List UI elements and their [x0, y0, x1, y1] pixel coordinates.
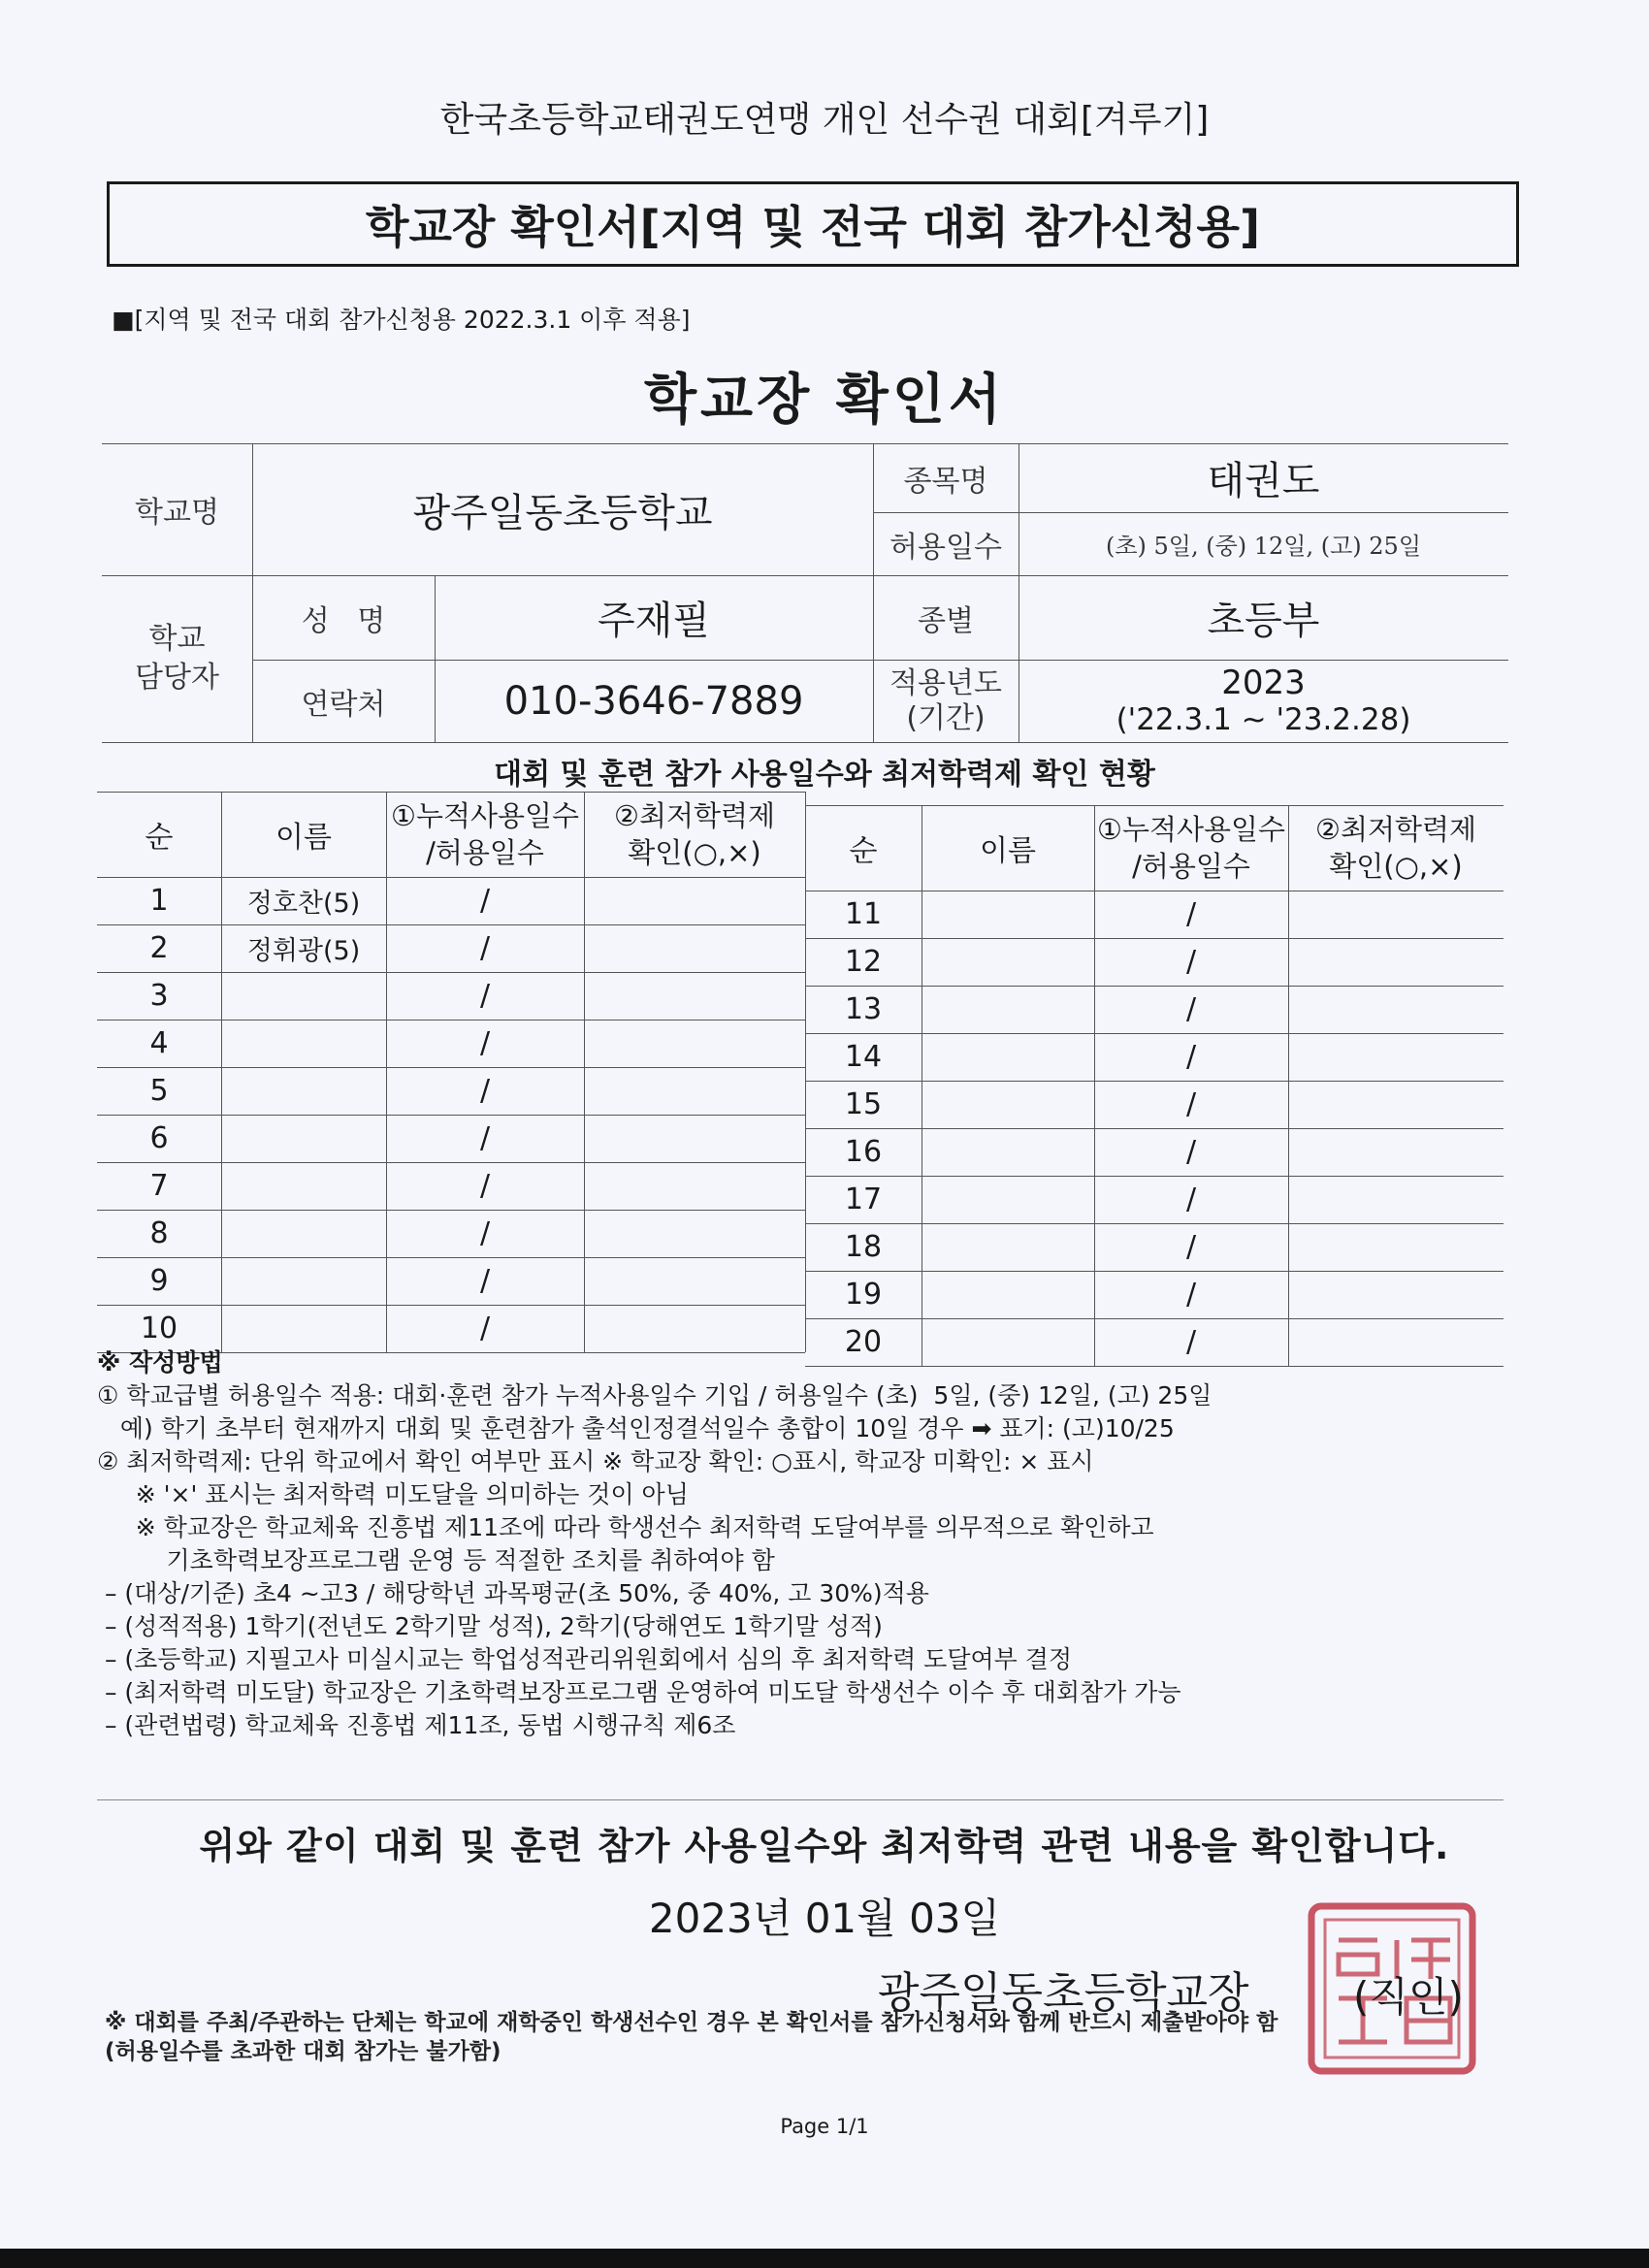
instruction-line: – (초등학교) 지필고사 미실시교는 학업성적관리위원회에서 심의 후 최저학력 도달여부 결정	[97, 1645, 1073, 1673]
player-name: 정호찬(5)	[246, 889, 361, 919]
school-name-label: 학교명	[135, 496, 219, 530]
days-used-slash: /	[479, 884, 491, 918]
days-used-slash: /	[1185, 1135, 1197, 1169]
instructions-heading: ※ 작성방법	[97, 1348, 223, 1377]
category-value: 초등부	[1207, 599, 1320, 643]
roster-col-days-left: ①누적사용일수 /허용일수	[390, 799, 580, 869]
days-used-slash: /	[479, 1121, 491, 1155]
min-academic-check	[1288, 1033, 1504, 1081]
player-name	[922, 938, 1094, 986]
school-manager-label: 학교 담당자	[135, 622, 219, 695]
seal-label: (직인)	[1353, 1973, 1464, 2021]
player-name	[922, 1033, 1094, 1081]
allowed-days-label: 허용일수	[889, 530, 1002, 565]
days-used-slash: /	[479, 1026, 491, 1060]
min-academic-check	[584, 1162, 805, 1210]
days-used-slash: /	[479, 979, 491, 1013]
min-academic-check	[584, 1257, 805, 1305]
row-number: 5	[149, 1074, 169, 1108]
min-academic-check	[584, 1067, 805, 1115]
min-academic-check	[584, 1020, 805, 1067]
player-name	[221, 1115, 386, 1162]
days-used-slash: /	[1185, 1087, 1197, 1121]
min-academic-check	[1288, 986, 1504, 1033]
row-number: 15	[844, 1087, 883, 1121]
manager-name-value: 주재필	[598, 599, 710, 643]
min-academic-check	[584, 1115, 805, 1162]
days-used-slash: /	[1185, 1183, 1197, 1216]
player-name	[922, 986, 1094, 1033]
instruction-line: 기초학력보장프로그램 운영 등 적절한 조치를 취하여야 함	[97, 1546, 775, 1574]
min-academic-check	[1288, 1271, 1504, 1318]
instruction-line: ※ 학교장은 학교체육 진흥법 제11조에 따라 학생선수 최저학력 도달여부를 의무적으로 확인하고	[97, 1513, 1154, 1541]
instruction-line: 예) 학기 초부터 현재까지 대회 및 훈련참가 출석인정결석일수 총합이 10일 경우 ➡ 표기: (고)10/25	[97, 1414, 1175, 1442]
form-title-box	[107, 181, 1519, 267]
instruction-line: – (성적적용) 1학기(전년도 2학기말 성적), 2학기(당해연도 1학기말 성적)	[97, 1612, 883, 1640]
contact-value: 010-3646-7889	[503, 678, 804, 724]
days-used-slash: /	[1185, 992, 1197, 1026]
row-number: 16	[844, 1135, 883, 1169]
row-number: 18	[844, 1230, 883, 1264]
event-name-value: 태권도	[1207, 459, 1320, 503]
row-number: 19	[844, 1278, 883, 1312]
min-academic-check	[584, 924, 805, 972]
row-number: 4	[149, 1026, 169, 1060]
min-academic-check	[584, 1210, 805, 1257]
application-year-label: 적용년도 (기간)	[889, 665, 1002, 735]
player-name	[922, 1081, 1094, 1128]
scan-edge	[0, 2249, 1649, 2268]
days-used-slash: /	[1185, 1325, 1197, 1359]
allowed-days-value: (초) 5일, (중) 12일, (고) 25일	[1105, 533, 1422, 560]
roster-col-min-right: ②최저학력제 확인(○,×)	[1314, 813, 1477, 883]
days-used-slash: /	[1185, 1230, 1197, 1264]
min-academic-check	[584, 877, 805, 924]
roster-col-name-right: 이름	[980, 834, 1036, 868]
manager-name-label: 성 명	[301, 603, 386, 638]
player-name	[221, 1305, 386, 1352]
player-name	[922, 1176, 1094, 1223]
row-number: 6	[149, 1121, 169, 1155]
row-number: 1	[149, 884, 169, 918]
application-year-value: 2023 ('22.3.1 ~ '23.2.28)	[1116, 663, 1411, 737]
player-name: 정휘광(5)	[246, 936, 361, 966]
player-name	[221, 1257, 386, 1305]
min-academic-check	[584, 1305, 805, 1352]
instructions	[97, 1346, 1533, 1742]
player-name	[922, 1271, 1094, 1318]
row-number: 17	[844, 1183, 883, 1216]
player-name	[221, 1162, 386, 1210]
days-used-slash: /	[479, 1264, 491, 1298]
roster-col-no-right: 순	[849, 834, 878, 868]
row-number: 2	[149, 931, 169, 965]
footnote: ※ 대회를 주최/주관하는 단체는 학교에 재학중인 학생선수인 경우 본 확인서를 참가신청서와 함께 반드시 제출받아야 함 (허용일수를 초과한 대회 참가는 불가함)	[105, 2010, 1278, 2064]
category-label: 종별	[918, 603, 974, 638]
row-number: 13	[844, 992, 883, 1026]
row-number: 11	[844, 897, 883, 931]
roster-col-days-right: ①누적사용일수 /허용일수	[1096, 813, 1286, 883]
player-name	[221, 972, 386, 1020]
row-number: 7	[149, 1169, 169, 1203]
instruction-line: – (최저학력 미도달) 학교장은 기초학력보장프로그램 운영하여 미도달 학생선수 이수 후 대회참가 가능	[97, 1678, 1181, 1706]
row-number: 14	[844, 1040, 883, 1074]
row-number: 8	[149, 1216, 169, 1250]
instruction-line: – (대상/기준) 초4 ~고3 / 해당학년 과목평균(초 50%, 중 40%, 고 30%)적용	[97, 1579, 929, 1607]
instruction-line: ① 학교급별 허용일수 적용: 대회·훈련 참가 누적사용일수 기입 / 허용일수 (초) 5일, (중) 12일, (고) 25일	[97, 1381, 1212, 1409]
days-used-slash: /	[1185, 945, 1197, 979]
roster-section-title: 대회 및 훈련 참가 사용일수와 최저학력제 확인 현황	[494, 758, 1155, 792]
player-name	[922, 1128, 1094, 1176]
confirmation-text: 위와 같이 대회 및 훈련 참가 사용일수와 최저학력 관련 내용을 확인합니다.	[199, 1825, 1450, 1867]
notice-line: ■[지역 및 전국 대회 참가신청용 2022.3.1 이후 적용]	[112, 306, 691, 334]
player-name	[922, 1223, 1094, 1271]
row-number: 20	[844, 1325, 883, 1359]
min-academic-check	[1288, 891, 1504, 938]
player-name	[922, 891, 1094, 938]
row-number: 9	[149, 1264, 169, 1298]
player-name	[221, 1020, 386, 1067]
issue-date: 2023년 01월 03일	[648, 1895, 1001, 1942]
roster-col-name-left: 이름	[275, 821, 332, 855]
event-name-label: 종목명	[903, 464, 988, 499]
form-title: 학교장 확인서[지역 및 전국 대회 참가신청용]	[366, 201, 1260, 253]
event-title: 한국초등학교태권도연맹 개인 선수권 대회[겨루기]	[439, 100, 1210, 140]
days-used-slash: /	[1185, 897, 1197, 931]
days-used-slash: /	[1185, 1040, 1197, 1074]
min-academic-check	[1288, 938, 1504, 986]
days-used-slash: /	[479, 1074, 491, 1108]
row-number: 10	[140, 1312, 178, 1345]
principal-name: 광주일동초등학교장	[878, 1968, 1249, 2018]
min-academic-check	[584, 972, 805, 1020]
days-used-slash: /	[479, 1169, 491, 1203]
days-used-slash: /	[479, 1216, 491, 1250]
days-used-slash: /	[479, 931, 491, 965]
page-number: Page 1/1	[780, 2115, 869, 2138]
contact-label: 연락처	[301, 687, 386, 722]
player-name	[221, 1067, 386, 1115]
days-used-slash: /	[1185, 1278, 1197, 1312]
document-title: 학교장 확인서	[643, 369, 1006, 432]
min-academic-check	[1288, 1128, 1504, 1176]
instruction-line: ② 최저학력제: 단위 학교에서 확인 여부만 표시 ※ 학교장 확인: ○표시, 학교장 미확인: × 표시	[97, 1447, 1094, 1475]
roster-col-min-left: ②최저학력제 확인(○,×)	[613, 799, 776, 869]
instruction-line: ※ '×' 표시는 최저학력 미도달을 의미하는 것이 아님	[97, 1480, 689, 1508]
min-academic-check	[1288, 1176, 1504, 1223]
player-name	[221, 1210, 386, 1257]
instruction-line: – (관련법령) 학교체육 진흥법 제11조, 동법 시행규칙 제6조	[97, 1711, 736, 1739]
min-academic-check	[1288, 1081, 1504, 1128]
row-number: 3	[149, 979, 169, 1013]
row-number: 12	[844, 945, 883, 979]
min-academic-check	[1288, 1223, 1504, 1271]
roster-col-no-left: 순	[145, 821, 174, 855]
days-used-slash: /	[479, 1312, 491, 1345]
school-name-value: 광주일동초등학교	[412, 490, 713, 535]
